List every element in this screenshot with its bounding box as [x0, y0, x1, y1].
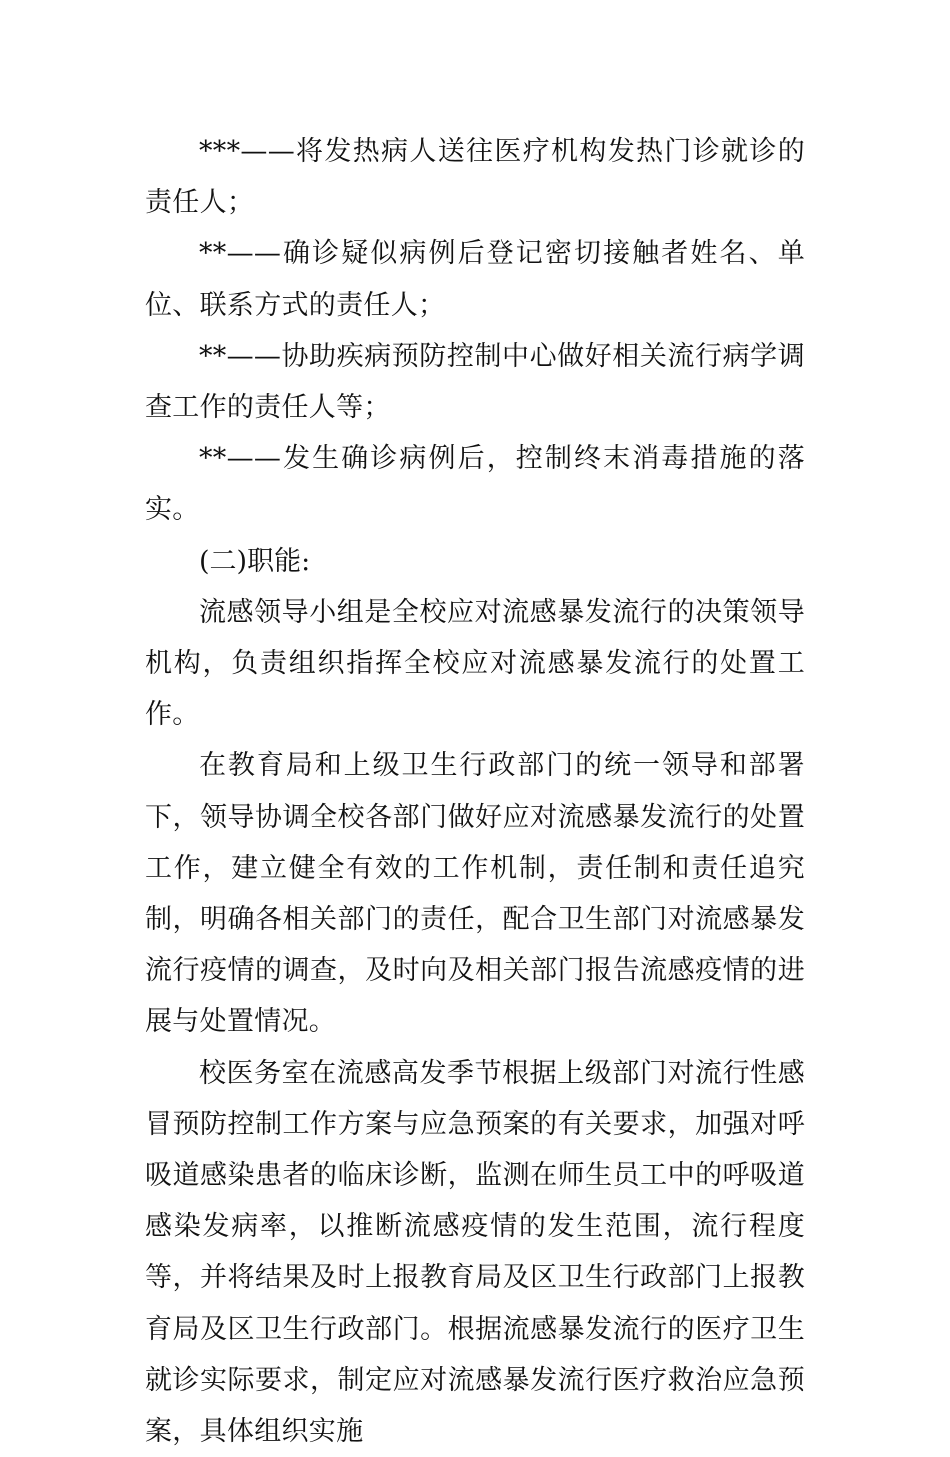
paragraph-responsible-fever-transport: ***——将发热病人送往医疗机构发热门诊就诊的责任人；	[145, 136, 805, 219]
paragraph-school-clinic: 校医务室在流感高发季节根据上级部门对流行性感冒预防控制工作方案与应急预案的有关要求，加强对呼吸道感染患者的临床诊断，监测在师生员工中的呼吸道感染发病率，以推断流感疫情的发生范围，流行程度等，并将结果及时上报教育局及区卫生行政部门上报教育局及区卫生行政部门。根据流感暴发流行的医疗卫生就诊实际要求，制定应对流感暴发流行医疗救治应急预案，具体组织实施	[145, 1057, 805, 1448]
paragraph-coordination: 在教育局和上级卫生行政部门的统一领导和部署下，领导协调全校各部门做好应对流感暴发流行的处置工作，建立健全有效的工作机制，责任制和责任追究制，明确各相关部门的责任，配合卫生部门对流感暴发流行疫情的调查，及时向及相关部门报告流感疫情的进展与处置情况。	[145, 750, 805, 1038]
document-body	[145, 126, 805, 1457]
paragraph-responsible-epidemiology: **——协助疾病预防控制中心做好相关流行病学调查工作的责任人等；	[145, 340, 805, 424]
paragraph-leading-group: 流感领导小组是全校应对流感暴发流行的决策领导机构，负责组织指挥全校应对流感暴发流行的处置工作。	[145, 596, 805, 731]
paragraph-responsible-disinfection: **——发生确诊病例后，控制终末消毒措施的落实。	[145, 443, 805, 526]
section-heading-functions: (二)职能:	[199, 545, 311, 577]
paragraph-responsible-contact-registration: **——确诊疑似病例后登记密切接触者姓名、单位、联系方式的责任人；	[145, 238, 805, 321]
